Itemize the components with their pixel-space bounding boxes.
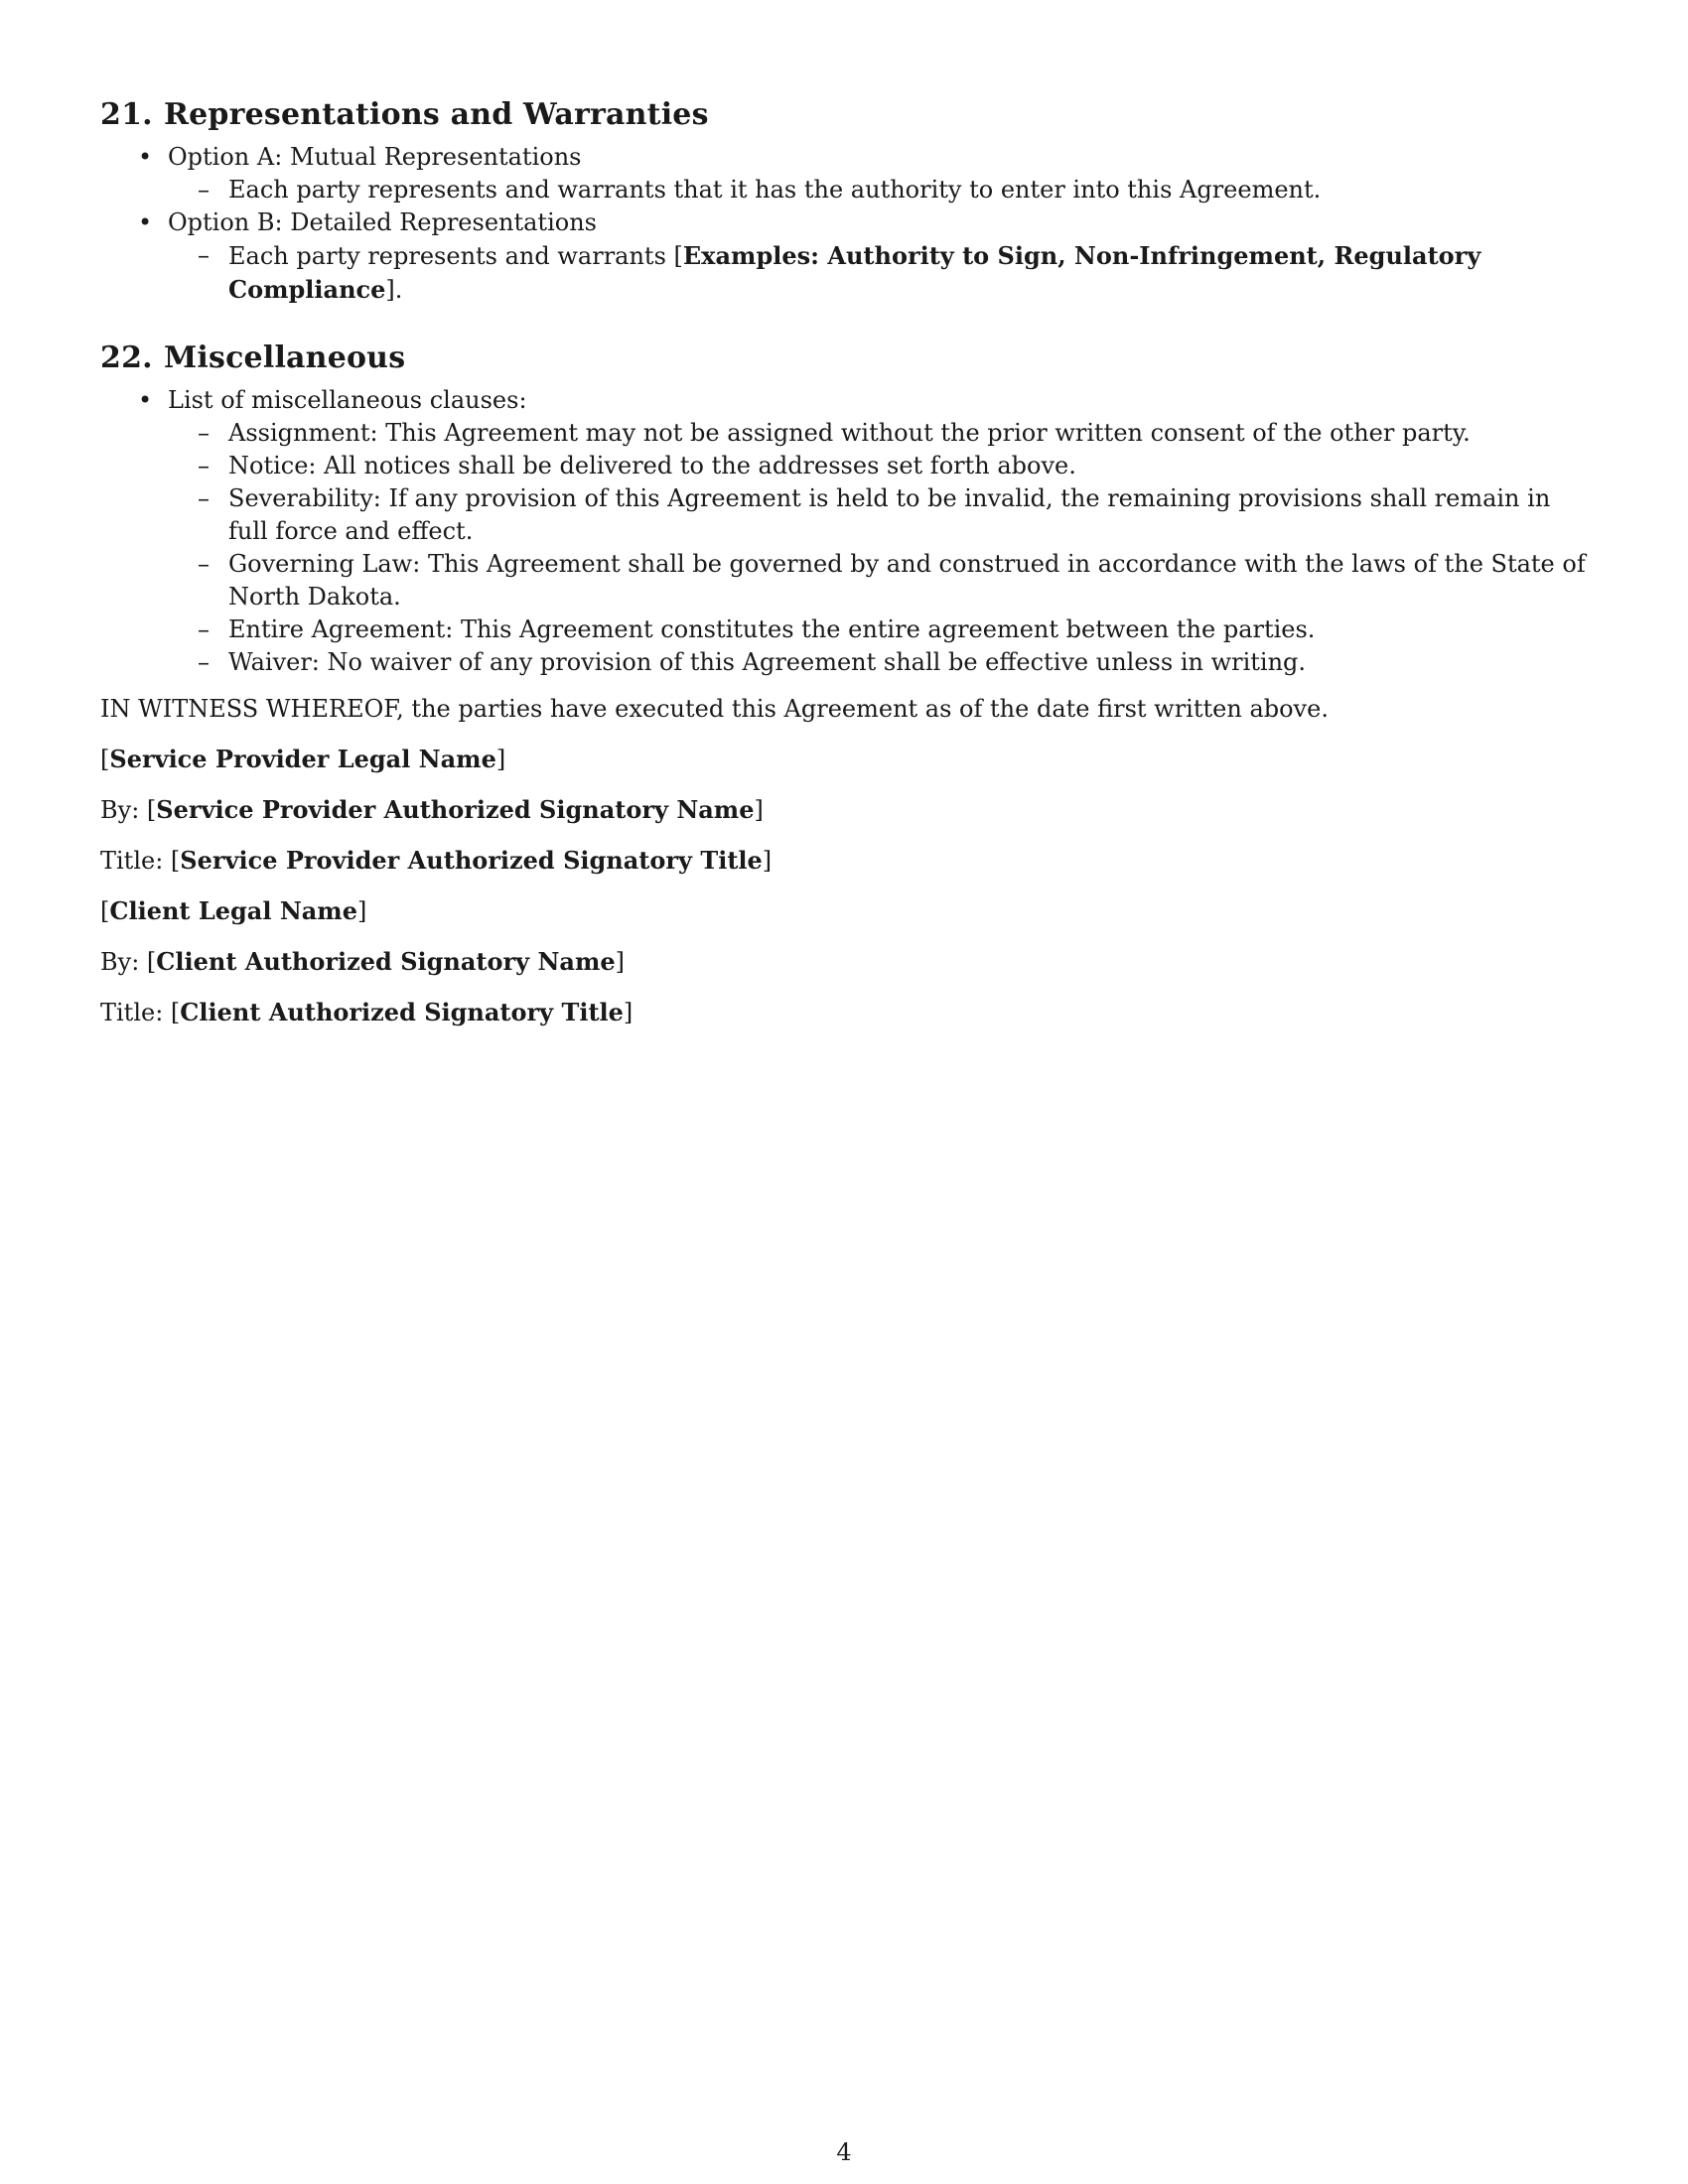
list-item-misc — [100, 384, 1590, 679]
clause-text: Assignment: This Agreement may not be assigned without the prior written consent of the other party. — [228, 419, 1471, 447]
bullet-icon: • — [138, 143, 153, 171]
by-label: By: — [100, 796, 140, 824]
section-heading-21 — [100, 93, 1590, 137]
options-list — [100, 141, 1590, 307]
clause-entire-agreement — [168, 614, 1590, 646]
clause-text: Entire Agreement: This Agreement constitutes the entire agreement between the parties. — [228, 615, 1316, 643]
section-number: 22. — [100, 341, 153, 375]
bullet-icon: • — [138, 208, 153, 236]
client-name-placeholder: Client Legal Name — [109, 896, 357, 925]
placeholder-examples: Examples: Authority to Sign, Non-Infringement, Regulatory Compliance — [228, 241, 1481, 304]
dash-icon: – — [198, 648, 210, 676]
clause-waiver — [168, 646, 1590, 679]
sub-item-suffix: ]. — [385, 276, 403, 304]
client-legal-name: [Client Legal Name] — [100, 896, 367, 925]
provider-signatory-name: Service Provider Authorized Signatory Name — [156, 795, 755, 824]
client-signatory-title: Client Authorized Signatory Title — [180, 998, 624, 1026]
clause-list — [168, 417, 1590, 679]
provider-name-placeholder: Service Provider Legal Name — [109, 745, 496, 773]
sub-list-item — [168, 174, 1590, 206]
sub-list — [168, 239, 1590, 307]
dash-icon: – — [198, 419, 210, 447]
by-label: By: — [100, 948, 140, 976]
clause-assignment — [168, 417, 1590, 450]
section-heading-22 — [100, 337, 1590, 380]
sub-item-prefix: Each party represents and warrants [ — [228, 242, 683, 270]
sub-item-text: Each party represents and warrants that it has the authority to enter into this Agreement. — [228, 176, 1322, 204]
sub-list — [168, 174, 1590, 206]
list-item-option-a — [100, 141, 1590, 206]
title-label: Title: — [100, 847, 164, 875]
dash-icon: – — [198, 241, 210, 269]
provider-signatory-title: Service Provider Authorized Signatory Title — [180, 846, 763, 875]
misc-intro: List of miscellaneous clauses: — [168, 386, 527, 414]
clause-notice — [168, 450, 1590, 482]
title-label: Title: — [100, 999, 164, 1026]
clause-text: Notice: All notices shall be delivered to the addresses set forth above. — [228, 452, 1076, 479]
dash-icon: – — [198, 452, 210, 479]
option-label: Option B: Detailed Representations — [168, 208, 597, 236]
option-label: Option A: Mutual Representations — [168, 143, 582, 171]
misc-list — [100, 384, 1590, 679]
section-number: 21. — [100, 97, 153, 132]
client-signatory-name: Client Authorized Signatory Name — [156, 947, 616, 976]
page-number: 4 — [836, 2138, 852, 2166]
client-title-line: Title: [Client Authorized Signatory Title] — [100, 998, 633, 1026]
sub-list-item — [168, 239, 1590, 307]
section-title: Representations and Warranties — [164, 97, 709, 132]
witness-statement: IN WITNESS WHEREOF, the parties have executed this Agreement as of the date first written above. — [100, 695, 1329, 723]
clause-text: Severability: If any provision of this Agreement is held to be invalid, the remaining provisions shall remain in full force and effect. — [228, 484, 1551, 545]
provider-title-line: Title: [Service Provider Authorized Signatory Title] — [100, 846, 773, 875]
provider-legal-name: [Service Provider Legal Name] — [100, 745, 506, 773]
dash-icon: – — [198, 550, 210, 578]
section-title: Miscellaneous — [164, 341, 406, 375]
list-item-option-b — [100, 206, 1590, 307]
bullet-icon: • — [138, 386, 153, 414]
clause-text: Governing Law: This Agreement shall be governed by and construed in accordance with the laws of the State of North Dakota. — [228, 550, 1586, 611]
client-signatory-line: By: [Client Authorized Signatory Name] — [100, 947, 625, 976]
document-page — [100, 93, 1590, 1029]
clause-severability — [168, 482, 1590, 548]
clause-text: Waiver: No waiver of any provision of this Agreement shall be effective unless in writing. — [228, 648, 1307, 676]
dash-icon: – — [198, 176, 210, 204]
dash-icon: – — [198, 615, 210, 643]
provider-signatory-line: By: [Service Provider Authorized Signatory Name] — [100, 795, 764, 824]
clause-governing-law — [168, 548, 1590, 614]
dash-icon: – — [198, 484, 210, 512]
